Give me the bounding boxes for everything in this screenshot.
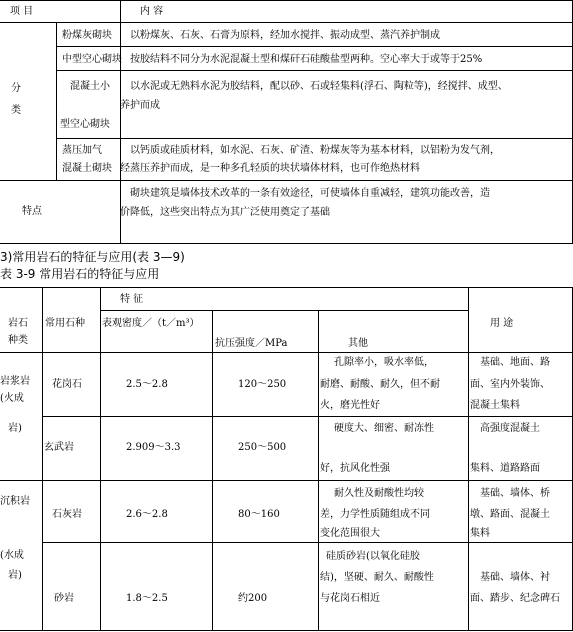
group-igneous-1: 岩浆岩 xyxy=(0,376,30,387)
block-name-aerated-1: 蒸压加气 xyxy=(62,145,102,156)
rock-use-line: 高强度混凝土 xyxy=(480,423,540,434)
group-igneous-2: (火成 xyxy=(0,393,24,404)
table1-header-content: 内 容 xyxy=(140,6,164,17)
col-strength: 抗压强度／MPa xyxy=(215,338,288,349)
block-name-concrete-small-2: 型空心砌块 xyxy=(60,119,110,130)
col-density: 表观密度／（t／m³） xyxy=(102,318,200,329)
block-name-fly-ash: 粉煤灰砌块 xyxy=(62,30,112,41)
block-content-fly-ash: 以粉煤灰、石灰、石膏为原料，经加水搅拌、振动成型、蒸汽养护制成 xyxy=(130,30,440,41)
rock-use-line: 基础、墙体、桥 xyxy=(480,488,550,499)
rock-strength: 约200 xyxy=(238,593,268,604)
rock-name: 花岗石 xyxy=(52,379,82,390)
feature-text-2: 价降低，这些突出特点为其广泛使用奠定了基础 xyxy=(120,207,330,218)
col-features: 特 征 xyxy=(120,294,144,305)
block-name-aerated-2: 混凝土砌块 xyxy=(62,163,112,174)
rock-name: 玄武岩 xyxy=(44,442,74,453)
rock-strength: 120～250 xyxy=(238,379,287,390)
rock-use-line: 混凝土集料 xyxy=(470,400,520,411)
group-sedimentary-3: 岩) xyxy=(8,570,22,581)
rock-density: 2.5～2.8 xyxy=(126,379,168,390)
col-rock: 常用石种 xyxy=(45,318,85,329)
rock-use-line: 面、室内外装饰、 xyxy=(470,379,550,390)
rock-strength: 250～500 xyxy=(238,442,287,453)
rock-name: 砂岩 xyxy=(54,593,74,604)
col-rock-type-1: 岩石 xyxy=(8,318,28,329)
block-content-concrete-small-2: 养护而成 xyxy=(120,100,160,111)
col-other: 其他 xyxy=(348,338,368,349)
col-use: 用 途 xyxy=(490,318,514,329)
rock-density: 2.909～3.3 xyxy=(126,442,181,453)
rock-other-line: 好，抗风化性强 xyxy=(320,463,390,474)
rock-other-line: 结)，坚硬、耐久、耐酸性 xyxy=(320,572,434,583)
block-name-medium-hollow: 中型空心砌块 xyxy=(62,54,122,65)
feature-text-1: 砌块建筑是墙体技术改革的一条有效途径，可使墙体自重减轻，建筑功能改善，造 xyxy=(130,188,490,199)
group-sedimentary-2: (水成 xyxy=(0,550,24,561)
col-rock-type-2: 种类 xyxy=(8,335,28,346)
rock-other-line: 硬度大、细密、耐冻性 xyxy=(334,423,434,434)
block-content-concrete-small-1: 以水泥或无熟料水泥为胶结料，配以砂、石或轻集料(浮石、陶粒等)，经搅拌、成型、 xyxy=(130,81,508,92)
rock-use-line: 基础、地面、路 xyxy=(480,357,550,368)
rock-name: 石灰岩 xyxy=(52,509,82,520)
rock-other-line: 耐久性及耐酸性均较 xyxy=(334,488,424,499)
category-label-1: 分 xyxy=(11,83,21,94)
category-label-2: 类 xyxy=(11,105,21,116)
rock-strength: 80～160 xyxy=(238,509,280,520)
rock-other-line: 火，磨光性好 xyxy=(320,400,380,411)
feature-label: 特点 xyxy=(22,206,42,217)
block-content-medium-hollow: 按胶结料不同分为水泥混凝土型和煤矸石硅酸盐型两种。空心率大于或等于25% xyxy=(130,54,483,65)
rock-use-line: 集料 xyxy=(470,528,490,539)
rock-other-line: 变化范围很大 xyxy=(320,528,380,539)
block-name-concrete-small-1: 混凝土小 xyxy=(70,81,110,92)
rock-use-line: 集料、道路路面 xyxy=(470,463,540,474)
table-caption: 表 3-9 常用岩石的特征与应用 xyxy=(0,267,160,281)
rock-other-line: 差，力学性质随组成不同 xyxy=(320,509,430,520)
rock-other-line: 孔隙率小，吸水率低， xyxy=(334,357,434,368)
rock-density: 1.8～2.5 xyxy=(126,593,168,604)
section-heading: 3)常用岩石的特征与应用(表 3—9) xyxy=(0,250,185,264)
rock-other-line: 耐磨、耐酸、耐久，但不耐 xyxy=(320,379,440,390)
table1-header-item: 项 目 xyxy=(10,6,34,17)
rock-use-line: 基础、墙体、衬 xyxy=(480,572,550,583)
rock-density: 2.6～2.8 xyxy=(126,509,168,520)
rock-other-line: 硅质砂岩(以氧化硅胶 xyxy=(326,551,420,562)
block-content-aerated-2: 经蒸压养护而成，是一种多孔轻质的块状墙体材料，也可作绝热材料 xyxy=(120,163,420,174)
rock-use-line: 面、踏步、纪念碑石 xyxy=(470,593,560,604)
group-sedimentary-1: 沉积岩 xyxy=(0,496,30,507)
rock-use-line: 墩、路面、混凝土 xyxy=(470,509,550,520)
rock-other-line: 与花岗石相近 xyxy=(320,593,380,604)
block-content-aerated-1: 以钙质或硅质材料，如水泥、石灰、矿渣、粉煤灰等为基本材料，以铝粉为发气剂， xyxy=(130,145,500,156)
group-igneous-3: 岩) xyxy=(8,423,22,434)
